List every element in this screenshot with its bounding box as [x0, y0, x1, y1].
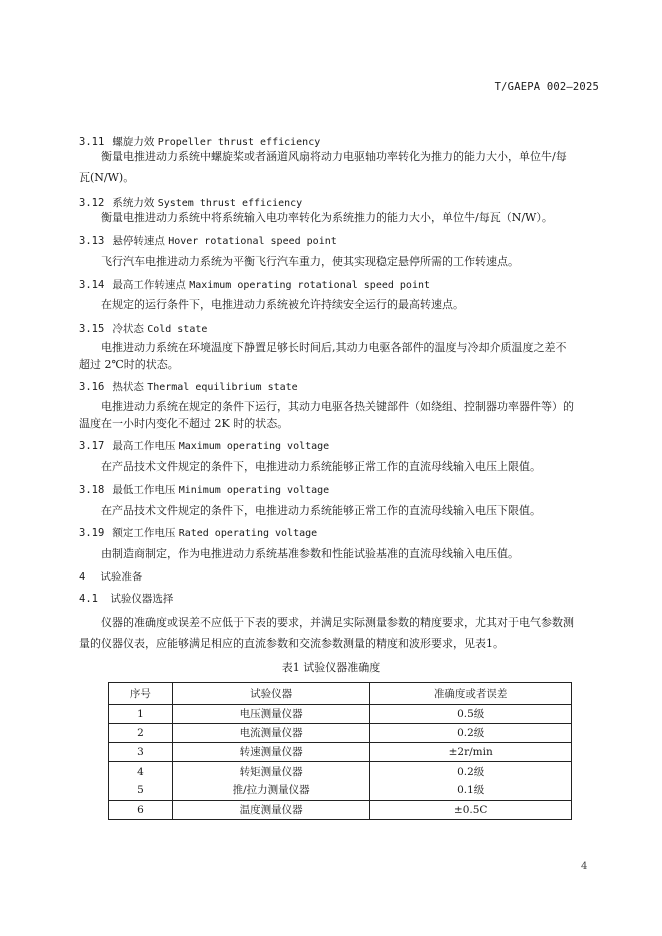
- cell-accuracy: ±2r/min: [370, 743, 572, 762]
- section-title-en: Maximum operating rotational speed point: [189, 280, 431, 291]
- section-title-cn: 最低工作电压: [112, 484, 176, 496]
- cell-serial: 2: [109, 724, 173, 743]
- section-title-cn: 系统力效: [112, 197, 155, 209]
- section-number: 3.18: [79, 484, 105, 496]
- section-number: 3.13: [79, 235, 105, 247]
- table-row: [109, 801, 572, 820]
- section-body-3-16: [79, 398, 599, 432]
- table-row: [109, 724, 572, 743]
- table-row-merged: [109, 762, 572, 801]
- table-row: [109, 705, 572, 724]
- section-title-cn: 冷状态: [112, 323, 144, 335]
- section-heading-4-1: [79, 591, 173, 606]
- section-title-en: Rated operating voltage: [178, 528, 318, 539]
- cell-instrument: 温度测量仪器: [172, 801, 370, 820]
- cell-accuracy: 0.2级: [457, 766, 485, 778]
- cell-instrument: 电压测量仪器: [172, 705, 370, 724]
- document-code: T/GAEPA 002—2025: [494, 81, 599, 93]
- body-line: 仪器的准确度或误差不应低于下表的要求，并满足实际测量参数的精度要求，尤其对于电气参数测: [101, 616, 574, 629]
- section-heading-3-15: [79, 321, 207, 336]
- cell-serial: 5: [137, 784, 144, 796]
- section-body-3-17: [79, 456, 599, 477]
- section-body-3-12: [79, 207, 599, 228]
- cell-serial-merged: [109, 762, 173, 801]
- section-heading-3-17: [79, 438, 329, 453]
- cell-instrument: 转速测量仪器: [172, 743, 370, 762]
- cell-instrument-merged: [172, 762, 370, 801]
- body-line: 超过 2℃时的状态。: [79, 358, 179, 371]
- body-line: 电推进动力系统在环境温度下静置足够长时间后,其动力电驱各部件的温度与冷却介质温度之差不: [101, 341, 567, 354]
- cell-instrument: 推/拉力测量仪器: [232, 784, 310, 796]
- body-line: 在产品技术文件规定的条件下，电推进动力系统能够正常工作的直流母线输入电压下限值。: [101, 504, 541, 517]
- section-body-4-1: [79, 612, 599, 654]
- section-body-3-18: [79, 500, 599, 521]
- table-caption: 表1 试验仪器准确度: [281, 661, 381, 674]
- section-title-cn: 额定工作电压: [112, 527, 176, 539]
- section-heading-3-16: [79, 379, 298, 394]
- cell-instrument: 转矩测量仪器: [239, 766, 303, 778]
- chapter-number: 4: [79, 571, 86, 583]
- section-body-3-14: [79, 294, 599, 315]
- section-title-cn: 热状态: [112, 381, 144, 393]
- section-title-cn: 最高工作电压: [112, 440, 176, 452]
- page-number: 4: [581, 861, 588, 872]
- instrument-accuracy-table: [108, 682, 572, 820]
- cell-instrument: 电流测量仪器: [172, 724, 370, 743]
- section-heading-3-19: [79, 525, 317, 540]
- section-title-cn: 悬停转速点: [112, 235, 165, 247]
- section-body-3-15: [79, 339, 599, 373]
- body-line: 在产品技术文件规定的条件下，电推进动力系统能够正常工作的直流母线输入电压上限值。: [101, 460, 541, 473]
- section-number: 3.11: [79, 136, 105, 148]
- body-line: 由制造商制定，作为电推进动力系统基准参数和性能试验基准的直流母线输入电压值。: [101, 547, 519, 560]
- section-number: 3.15: [79, 323, 105, 335]
- section-number: 4.1: [79, 593, 98, 605]
- table-header-row: [109, 683, 572, 705]
- section-title-en: Minimum operating voltage: [178, 485, 330, 496]
- body-line: 温度在一小时内变化不超过 2K 时的状态。: [79, 417, 289, 430]
- chapter-title: 试验准备: [100, 571, 143, 583]
- section-title-cn: 试验仪器选择: [110, 593, 174, 605]
- cell-serial: 6: [109, 801, 173, 820]
- header-accuracy: 准确度或者误差: [370, 683, 572, 705]
- chapter-heading-4: [79, 569, 142, 584]
- cell-serial: 4: [137, 766, 144, 778]
- body-line: 瓦(N/W)。: [79, 171, 135, 184]
- cell-accuracy: 0.2级: [370, 724, 572, 743]
- body-line: 在规定的运行条件下，电推进动力系统被允许持续安全运行的最高转速点。: [101, 298, 464, 311]
- body-line: 衡量电推进动力系统中将系统输入电功率转化为系统推力的能力大小，单位牛/每瓦（N/W）。: [101, 211, 553, 224]
- section-body-3-19: [79, 543, 599, 564]
- section-heading-3-14: [79, 277, 430, 292]
- body-line: 飞行汽车电推进动力系统为平衡飞行汽车重力，使其实现稳定悬停所需的工作转速点。: [101, 255, 519, 268]
- section-title-en: Propeller thrust efficiency: [157, 137, 321, 148]
- section-title-en: Maximum operating voltage: [178, 441, 330, 452]
- section-number: 3.14: [79, 279, 105, 291]
- section-title-en: Cold state: [147, 324, 208, 335]
- section-title-en: Thermal equilibrium state: [147, 382, 298, 393]
- body-line: 量的仪器仪表，应能够满足相应的直流参数和交流参数测量的精度和波形要求，见表1。: [79, 637, 504, 650]
- cell-accuracy-merged: [370, 762, 572, 801]
- header-serial-number: 序号: [109, 683, 173, 705]
- header-instrument: 试验仪器: [172, 683, 370, 705]
- section-title-cn: 螺旋力效: [112, 136, 155, 148]
- section-title-cn: 最高工作转速点: [112, 279, 186, 291]
- cell-accuracy: 0.5级: [370, 705, 572, 724]
- section-title-en: System thrust efficiency: [157, 198, 303, 209]
- section-heading-3-18: [79, 482, 329, 497]
- section-number: 3.16: [79, 381, 105, 393]
- cell-serial: 1: [109, 705, 173, 724]
- body-line: 电推进动力系统在规定的条件下运行，其动力电驱各热关键部件（如绕组、控制器功率器件等）的: [101, 400, 574, 413]
- section-heading-3-13: [79, 233, 337, 248]
- section-number: 3.17: [79, 440, 105, 452]
- cell-accuracy: 0.1级: [457, 784, 485, 796]
- cell-accuracy: ±0.5C: [370, 801, 572, 820]
- table-row: [109, 743, 572, 762]
- section-number: 3.19: [79, 527, 105, 539]
- section-title-en: Hover rotational speed point: [168, 236, 337, 247]
- section-body-3-11: [79, 146, 599, 188]
- cell-serial: 3: [109, 743, 173, 762]
- section-body-3-13: [79, 251, 599, 272]
- body-line: 衡量电推进动力系统中螺旋桨或者涵道风扇将动力电驱轴功率转化为推力的能力大小，单位牛/每: [101, 150, 567, 163]
- section-number: 3.12: [79, 197, 105, 209]
